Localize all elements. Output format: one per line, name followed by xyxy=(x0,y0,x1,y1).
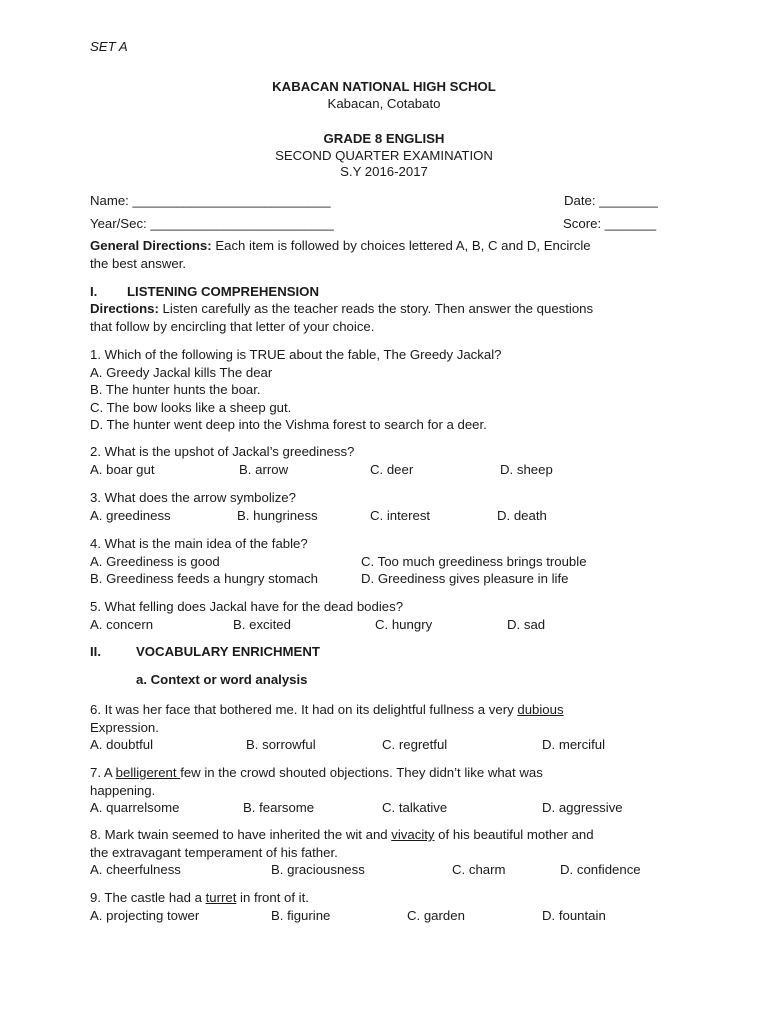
question-stem: 9. The castle had a xyxy=(90,890,206,905)
question-stem: 4. What is the main idea of the fable? xyxy=(90,536,308,551)
question-stem: 1. Which of the following is TRUE about the fable, The Greedy Jackal? xyxy=(90,347,502,362)
general-directions-label: General Directions: xyxy=(90,238,212,253)
choice-b[interactable]: B. hungriness xyxy=(237,507,318,523)
part2-subheading: a. Context or word analysis xyxy=(136,672,308,687)
choice-b[interactable]: B. The hunter hunts the boar. xyxy=(90,382,261,397)
question-stem-line-2: happening. xyxy=(90,782,156,798)
question-6 xyxy=(90,701,690,754)
score-field[interactable]: Score: _______ xyxy=(563,216,657,231)
question-stem: 2. What is the upshot of Jackal’s greediness? xyxy=(90,444,355,459)
question-5 xyxy=(90,598,690,633)
general-directions-text-2: the best answer. xyxy=(90,255,187,271)
choice-a[interactable]: A. concern xyxy=(90,616,154,632)
choice-d[interactable]: D. merciful xyxy=(542,737,606,752)
school-location: Kabacan, Cotabato xyxy=(327,96,441,111)
school-name: KABACAN NATIONAL HIGH SCHOL xyxy=(272,79,496,94)
choice-a[interactable]: A. cheerfulness xyxy=(90,862,181,877)
question-stem: 5. What felling does Jackal have for the dead bodies? xyxy=(90,599,404,614)
part1-directions xyxy=(90,300,690,335)
choice-b[interactable]: B. fearsome xyxy=(243,800,315,815)
choice-d[interactable]: D. confidence xyxy=(560,862,641,877)
general-directions-text: Each item is followed by choices lettered A, B, C and D, Encircle xyxy=(211,238,591,253)
choice-d[interactable]: D. Greediness gives pleasure in life xyxy=(361,571,569,586)
question-9 xyxy=(90,889,690,924)
choice-b[interactable]: B. figurine xyxy=(271,907,331,923)
choice-a[interactable]: A. projecting tower xyxy=(90,907,200,923)
choice-d[interactable]: D. sad xyxy=(507,616,546,632)
question-7 xyxy=(90,764,690,817)
exam-title: SECOND QUARTER EXAMINATION xyxy=(275,148,493,163)
target-word: vivacity xyxy=(391,827,435,842)
name-field[interactable]: Name: ___________________________ xyxy=(90,193,331,208)
choice-a[interactable]: A. doubtful xyxy=(90,737,154,752)
question-stem-rest: of his beautiful mother and xyxy=(434,827,594,842)
choice-b[interactable]: B. graciousness xyxy=(271,862,365,877)
question-stem: 6. It was her face that bothered me. It had on its delightful fullness a very xyxy=(90,702,518,717)
choice-b[interactable]: B. excited xyxy=(233,616,291,632)
choice-b[interactable]: B. sorrowful xyxy=(246,737,316,752)
choice-d[interactable]: D. sheep xyxy=(500,461,553,477)
date-field[interactable]: Date: ________ xyxy=(564,193,658,208)
choice-c[interactable]: C. hungry xyxy=(375,616,433,632)
choice-d[interactable]: D. The hunter went deep into the Vishma forest to search for a deer. xyxy=(90,417,487,432)
choice-a[interactable]: A. quarrelsome xyxy=(90,800,180,815)
target-word: turret xyxy=(205,890,237,905)
choice-d[interactable]: D. fountain xyxy=(542,907,606,923)
choice-a[interactable]: A. Greediness is good xyxy=(90,553,220,569)
question-stem-rest: in front of it. xyxy=(236,890,309,905)
choice-a[interactable]: A. Greedy Jackal kills The dear xyxy=(90,364,273,380)
part1-directions-text-2: that follow by encircling that letter of your choice. xyxy=(90,318,375,334)
question-stem-line-2: Expression. xyxy=(90,719,159,735)
question-4 xyxy=(90,535,690,588)
question-stem-rest: few in the crowd shouted objections. They didn’t like what was xyxy=(180,765,543,780)
part1-title: LISTENING COMPREHENSION xyxy=(127,284,319,299)
choice-b[interactable]: B. Greediness feeds a hungry stomach xyxy=(90,571,318,586)
choice-d[interactable]: D. death xyxy=(497,507,547,523)
question-8 xyxy=(90,826,690,879)
part1-directions-text: Listen carefully as the teacher reads the story. Then answer the questions xyxy=(158,301,594,316)
target-word: dubious xyxy=(517,702,564,717)
choice-c[interactable]: C. charm xyxy=(452,862,506,877)
question-2 xyxy=(90,443,690,478)
choice-c[interactable]: C. garden xyxy=(407,907,465,923)
question-3 xyxy=(90,489,690,524)
question-stem: 3. What does the arrow symbolize? xyxy=(90,490,296,505)
choice-c[interactable]: C. talkative xyxy=(382,800,448,815)
choice-c[interactable]: C. regretful xyxy=(382,737,448,752)
choice-b[interactable]: B. arrow xyxy=(239,461,289,477)
general-directions xyxy=(90,237,690,272)
school-year: S.Y 2016-2017 xyxy=(340,164,428,179)
part1-number: I. xyxy=(90,284,98,299)
subject-title: GRADE 8 ENGLISH xyxy=(323,131,445,146)
choice-c[interactable]: C. Too much greediness brings trouble xyxy=(361,553,587,569)
set-label: SET A xyxy=(90,39,128,54)
question-stem-line-2: the extravagant temperament of his father. xyxy=(90,844,338,860)
choice-c[interactable]: C. deer xyxy=(370,461,414,477)
year-sec-field[interactable]: Year/Sec: _________________________ xyxy=(90,216,334,231)
question-stem: 7. A xyxy=(90,765,116,780)
question-stem: 8. Mark twain seemed to have inherited the wit and xyxy=(90,827,392,842)
choice-d[interactable]: D. aggressive xyxy=(542,800,623,815)
part2-number: II. xyxy=(90,644,101,659)
choice-c[interactable]: C. interest xyxy=(370,507,431,523)
part1-directions-label: Directions: xyxy=(90,301,159,316)
choice-a[interactable]: A. boar gut xyxy=(90,461,155,477)
question-1 xyxy=(90,346,690,434)
choice-a[interactable]: A. greediness xyxy=(90,507,171,523)
choice-c[interactable]: C. The bow looks like a sheep gut. xyxy=(90,399,292,415)
part2-title: VOCABULARY ENRICHMENT xyxy=(136,644,320,659)
target-word: belligerent xyxy=(115,765,181,780)
